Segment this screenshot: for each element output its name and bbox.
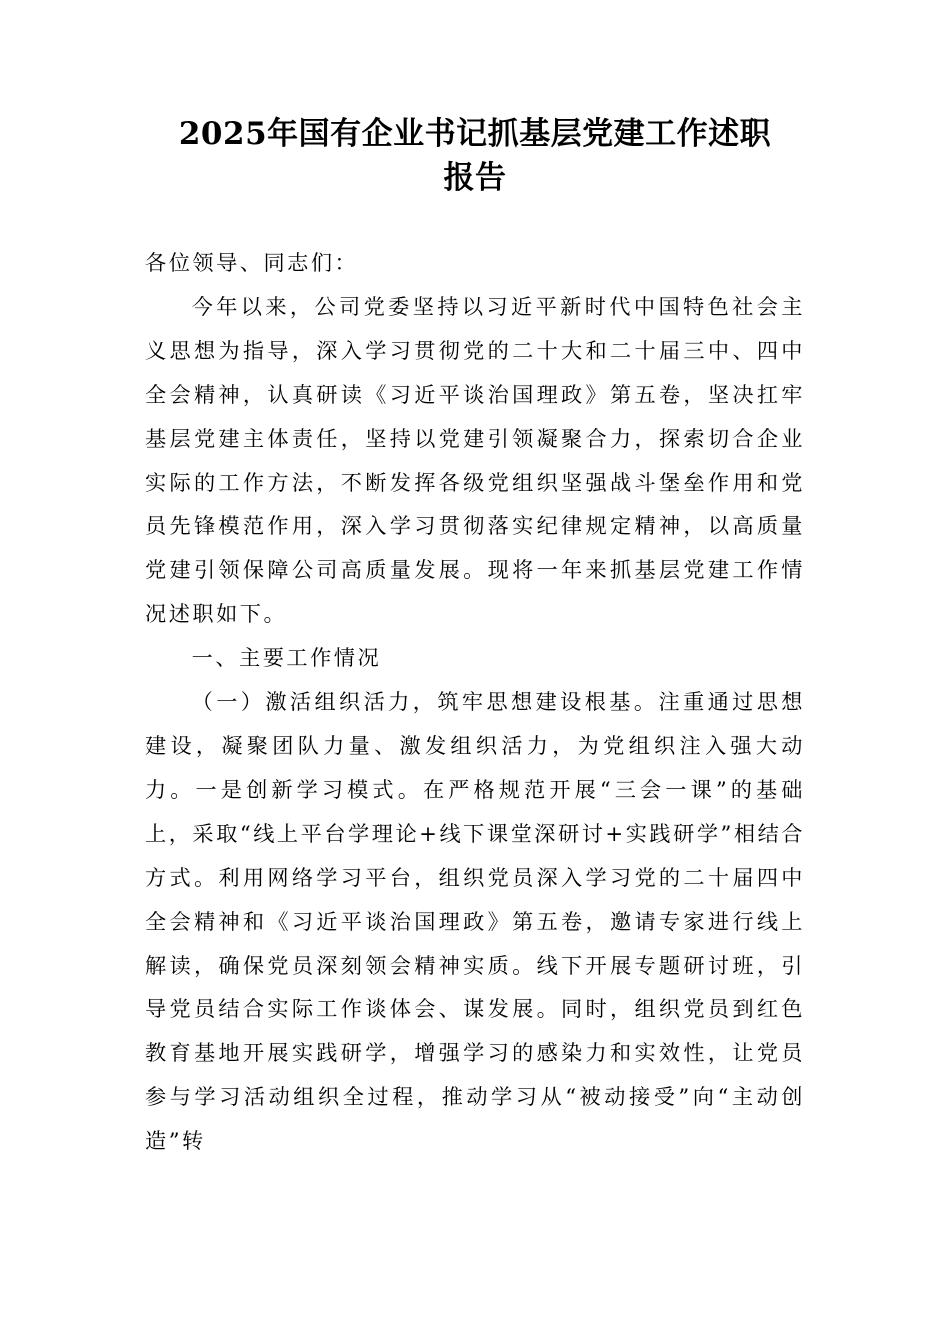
document-title [145,112,805,200]
title-line-2: 报告 [443,160,507,196]
section-heading: 一、主要工作情况 [191,645,382,671]
title-line-1: 2025年国有企业书记抓基层党建工作述职 [178,116,772,152]
intro-paragraph: 今年以来，公司党委坚持以习近平新时代中国特色社会主义思想为指导，深入学习贯彻党的二十大和二十届三中、四中全会精神，认真研读《习近平谈治国理政》第五卷，坚决扛牢基层党建主体责任，坚持以党建引领凝聚合力，探索切合企业实际的工作方法，不断发挥各级党组织坚强战斗堡垒作用和党员先锋模范作用，深入学习贯彻落实纪律规定精神，以高质量党建引领保障公司高质量发展。现将一年来抓基层党建工作情况述职如下。 [145,293,805,627]
salutation: 各位领导、同志们： [145,250,359,275]
document-page [145,112,805,1163]
subsection-paragraph: （一）激活组织活力，筑牢思想建设根基。注重通过思想建设，凝聚团队力量、激发组织活力，为党组织注入强大动力。一是创新学习模式。在严格规范开展“三会一课”的基础上，采取“线上平台学理论+线下课堂深研讨+实践研学”相结合方式。利用网络学习平台，组织党员深入学习党的二十届四中全会精神和《习近平谈治国理政》第五卷，邀请专家进行线上解读，确保党员深刻领会精神实质。线下开展专题研讨班，引导党员结合实际工作谈体会、谋发展。同时，组织党员到红色教育基地开展实践研学，增强学习的感染力和实效性，让党员参与学习活动组织全过程，推动学习从“被动接受”向“主动创造”转 [145,689,805,1154]
